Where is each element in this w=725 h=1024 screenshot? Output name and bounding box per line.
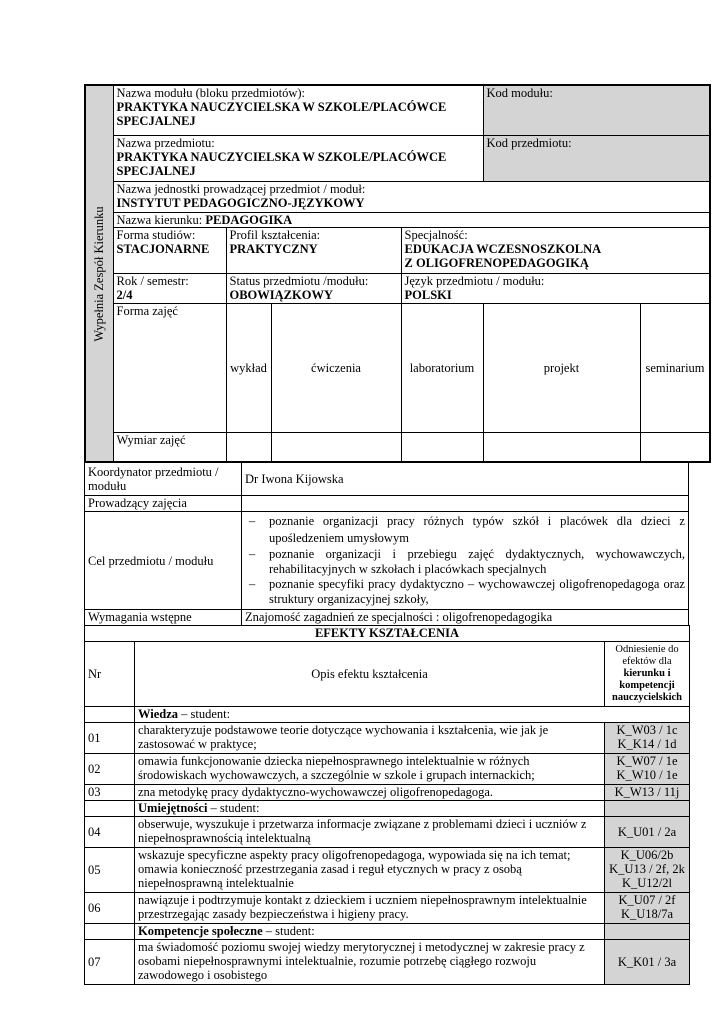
module-code-cell: Kod modułu: (483, 85, 710, 135)
goal-item: – poznanie specyfiki pracy dydaktyczno – wychowawczej oligofrenopedagoga oraz struktury organizacyjnej szkoły, (245, 577, 685, 607)
goal-label: Cel przedmiotu / modułu (85, 512, 242, 610)
hours-label: Wymiar zajęć (113, 432, 226, 462)
coordinator-value: Dr Iwona Kijowska (242, 463, 689, 496)
form-seminar: seminarium (640, 303, 710, 432)
effect-reference: K_W13 / 11j (605, 785, 690, 801)
effect-description: wskazuje specyficzne aspekty pracy oligofrenopedagoga, wypowiada się na ich temat; omawia konieczność przestrzegania zasad i reguł etycznych w pracy z osobą niepełnosprawną intelektualnie (135, 848, 605, 893)
profile-cell: Profil kształcenia: PRAKTYCZNY (226, 227, 401, 273)
form-lecture: wykład (226, 303, 271, 432)
col-description: Opis efektu kształcenia (135, 642, 605, 707)
subject-code-cell: Kod przedmiotu: (483, 135, 710, 181)
section-skills: Umiejętności – student: (135, 801, 605, 817)
year-cell: Rok / semestr: 2/4 (113, 273, 226, 303)
col-nr: Nr (85, 642, 135, 707)
forms-label: Forma zajęć (113, 303, 226, 432)
effect-reference: K_W07 / 1e K_W10 / 1e (605, 754, 690, 785)
effect-nr: 04 (85, 817, 135, 848)
form-laboratory: laboratorium (401, 303, 483, 432)
field-cell: Nazwa kierunku: PEDAGOGIKA (113, 212, 710, 227)
section-knowledge: Wiedza – student: (135, 707, 690, 723)
effect-description: charakteryzuje podstawowe teorie dotyczące wychowania i kształcenia, wie jak je zastosować w praktyce; (135, 723, 605, 754)
form-project: projekt (483, 303, 640, 432)
learning-effects-table (84, 625, 690, 985)
module-name-cell: Nazwa modułu (bloku przedmiotów): PRAKTYKA NAUCZYCIELSKA W SZKOLE/PLACÓWCE SPECJALNEJ (113, 85, 483, 135)
effect-nr: 01 (85, 723, 135, 754)
effect-nr: 02 (85, 754, 135, 785)
effect-nr: 06 (85, 893, 135, 924)
effect-description: omawia funkcjonowanie dziecka niepełnosprawnego intelektualnie w różnych środowiskach wychowawczych, a szczególnie w szkole i grupach internackich; (135, 754, 605, 785)
requirements-label: Wymagania wstępne (85, 610, 242, 626)
effects-title: EFEKTY KSZTAŁCENIA (85, 626, 690, 642)
field-name: PEDAGOGIKA (205, 212, 293, 227)
requirements-value: Znajomość zagadnień ze specjalności : oligofrenopedagogika (242, 610, 689, 626)
unit-name: INSTYTUT PEDAGOGICZNO-JĘZYKOWY (116, 195, 365, 210)
effect-reference: K_U07 / 2f K_U18/7a (605, 893, 690, 924)
side-label: Wypełnia Zespół Kierunku (85, 85, 113, 462)
hours-project (483, 432, 640, 462)
goal-item: – poznanie organizacji pracy różnych typów szkół i placówek dla dzieci z upośledzeniem umysłowym (245, 513, 685, 547)
course-info-table (84, 462, 689, 626)
study-form-cell: Forma studiów: STACJONARNE (113, 227, 226, 273)
module-header-table (84, 84, 711, 463)
effect-nr: 05 (85, 848, 135, 893)
module-name: PRAKTYKA NAUCZYCIELSKA W SZKOLE/PLACÓWCE SPECJALNEJ (116, 100, 447, 128)
col-reference: Odniesienie do efektów dla kierunku i kompetencji nauczycielskich (605, 642, 690, 707)
hours-exercises (271, 432, 401, 462)
specialty-cell: Specjalność: EDUKACJA WCZESNOSZKOLNA Z OLIGOFRENOPEDAGOGIKĄ (401, 227, 710, 273)
language-cell: Język przedmiotu / modułu: POLSKI (401, 273, 710, 303)
goal-value (242, 512, 689, 610)
effect-description: ma świadomość poziomu swojej wiedzy merytorycznej i metodycznej w zakresie pracy z osobami niepełnosprawnymi intelektualnie, rozumie potrzebę ciągłego rozwoju zawodowego i osobistego (135, 940, 605, 985)
status-cell: Status przedmiotu /modułu: OBOWIĄZKOWY (226, 273, 401, 303)
effect-reference: K_W03 / 1c K_K14 / 1d (605, 723, 690, 754)
effect-description: obserwuje, wyszukuje i przetwarza informacje związane z problemami dzieci i uczniów z niepełnosprawnością intelektualną (135, 817, 605, 848)
subject-name: PRAKTYKA NAUCZYCIELSKA W SZKOLE/PLACÓWCE SPECJALNEJ (116, 149, 447, 178)
effect-reference: K_U01 / 2a (605, 817, 690, 848)
goal-item: – poznanie organizacji i przebiegu zajęć dydaktycznych, wychowawczych, rehabilitacyjnych w szkołach i placówkach specjalnych (245, 547, 685, 577)
form-exercises: ćwiczenia (271, 303, 401, 432)
effect-reference: K_U06/2b K_U13 / 2f, 2k K_U12/2l (605, 848, 690, 893)
section-competences: Kompetencje społeczne – student: (135, 924, 605, 940)
hours-laboratory (401, 432, 483, 462)
effect-nr: 03 (85, 785, 135, 801)
subject-name-cell: Nazwa przedmiotu: PRAKTYKA NAUCZYCIELSKA W SZKOLE/PLACÓWCE SPECJALNEJ (113, 135, 483, 181)
teacher-label: Prowadzący zajęcia (85, 496, 242, 512)
hours-lecture (226, 432, 271, 462)
unit-cell: Nazwa jednostki prowadzącej przedmiot / moduł: INSTYTUT PEDAGOGICZNO-JĘZYKOWY (113, 181, 710, 212)
syllabus-page (84, 84, 705, 985)
effect-reference: K_K01 / 3a (605, 940, 690, 985)
coordinator-label: Koordynator przedmiotu / modułu (85, 463, 242, 496)
effect-description: zna metodykę pracy dydaktyczno-wychowawczej oligofrenopedagoga. (135, 785, 605, 801)
teacher-value (242, 496, 689, 512)
effect-description: nawiązuje i podtrzymuje kontakt z dzieckiem i uczniem niepełnosprawnym intelektualnie przestrzegając zasady bezpieczeństwa i higieny pracy. (135, 893, 605, 924)
hours-seminar (640, 432, 710, 462)
effect-nr: 07 (85, 940, 135, 985)
